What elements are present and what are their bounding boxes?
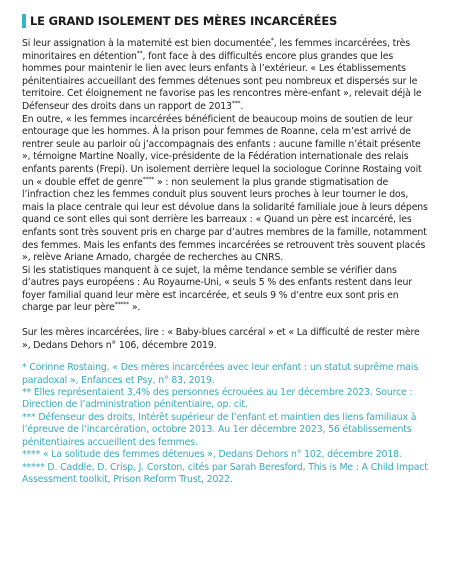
footnote-marker: **	[136, 49, 143, 57]
footnote-marker: ****	[142, 175, 155, 183]
footnote: *** Défenseur des droits, Intérêt supérieur de l’enfant et maintien des liens familiaux à l’épreuve de l’incarcération, octobre 2013. Au 1er décembre 2023, 56 établissements pénitentiaires accueillent des femmes.	[22, 411, 417, 448]
paragraph-text: En outre, « les femmes incarcérées bénéficient de beaucoup moins de soutien de leur entourage que les hommes. À la prison pour femmes de Roanne, cela m’est arrivé de rentrer seule au parloir où j’accompagnais des enfants : aucune famille n’était présente », témoigne Martine Noally, vice-présidente de la Fédération internationale des relais enfants parents (Frepi). Un isolement derrière lequel la sociologue Corinne Rostaing voit un « double effet de genre	[22, 113, 422, 188]
title-accent-bar	[22, 14, 26, 28]
article-title: LE GRAND ISOLEMENT DES MÈRES INCARCÉRÉES	[30, 14, 338, 28]
paragraph-text: Si les statistiques manquent à ce sujet, la même tendance semble se vérifier dans d’autres pays européens : Au Royaume-Uni, « seuls 5 % des enfants restent dans leur foyer familial quand leur mère est incarcérée, et seuls 9 % d’entre eux sont pris en charge par leur père	[22, 264, 412, 314]
footnote: **** « La solitude des femmes détenues », Dedans Dehors n° 102, décembre 2018.	[22, 449, 402, 461]
footnote-marker: *	[270, 36, 274, 44]
footnote: * Corinne Rostaing, « Des mères incarcérées avec leur enfant : un statut suprême mais paradoxal », Enfances et Psy, n° 83, 2019.	[22, 362, 419, 386]
title-row	[22, 10, 428, 32]
paragraph-text: .	[240, 100, 244, 112]
paragraph-text: Si leur assignation à la maternité est bien documentée	[22, 38, 271, 49]
paragraph	[22, 265, 428, 315]
paragraph	[22, 38, 428, 114]
footnote: ***** D. Caddle, D. Crisp, J. Corston, cités par Sarah Beresford, This is Me : A Child Impact Assessment toolkit, Prison Reform Trust, 2022.	[22, 461, 428, 485]
footnotes	[22, 362, 428, 486]
paragraph	[22, 114, 428, 265]
paragraph-text: , font face à des difficultés encore plus grandes que les hommes pour maintenir le lien avec leurs enfants à l’extérieur. « Les établissements pénitentiaires accueillant des femmes détenues sont peu nombreux et dispersés sur le territoire. Cet éloignement ne favorise pas les rencontres mère-enfant », relevait déjà le Défenseur des droits dans un rapport de 2013	[22, 50, 422, 112]
footnote: ** Elles représentaient 3,4% des personnes écrouées au 1er décembre 2023. Source : Direction de l’administration pénitentiaire, op. cit.	[22, 387, 413, 411]
paragraph-text: » : non seulement la plus grande stigmatisation de l’infraction chez les femmes conduit plus souvent leurs proches à leur tourner le dos, mais la place centrale qui leur est dévolue dans la solidarité familiale joue à leurs dépens quand ce sont elles qui sont derrière les barreaux : « Quand un père est incarcéré, les enfants sont très souvent pris en charge par d’autres membres de la famille, notamment des femmes. Mais les enfants des femmes incarcérées se retrouvent très souvent placés », relève Ariane Amado, chargée de recherches au CNRS.	[22, 176, 428, 264]
paragraph-text: , les femmes incarcérées, très minoritaires en détention	[22, 38, 410, 62]
footnote-marker: ***	[231, 99, 241, 107]
article-body	[22, 38, 428, 352]
see-also-note: Sur les mères incarcérées, lire : « Baby-blues carcéral » et « La difficulté de rester mère », Dedans Dehors n° 106, décembre 2019.	[22, 327, 420, 351]
spacer	[22, 315, 428, 327]
paragraph-text: ».	[129, 302, 141, 314]
footnote-marker: *****	[114, 301, 129, 309]
